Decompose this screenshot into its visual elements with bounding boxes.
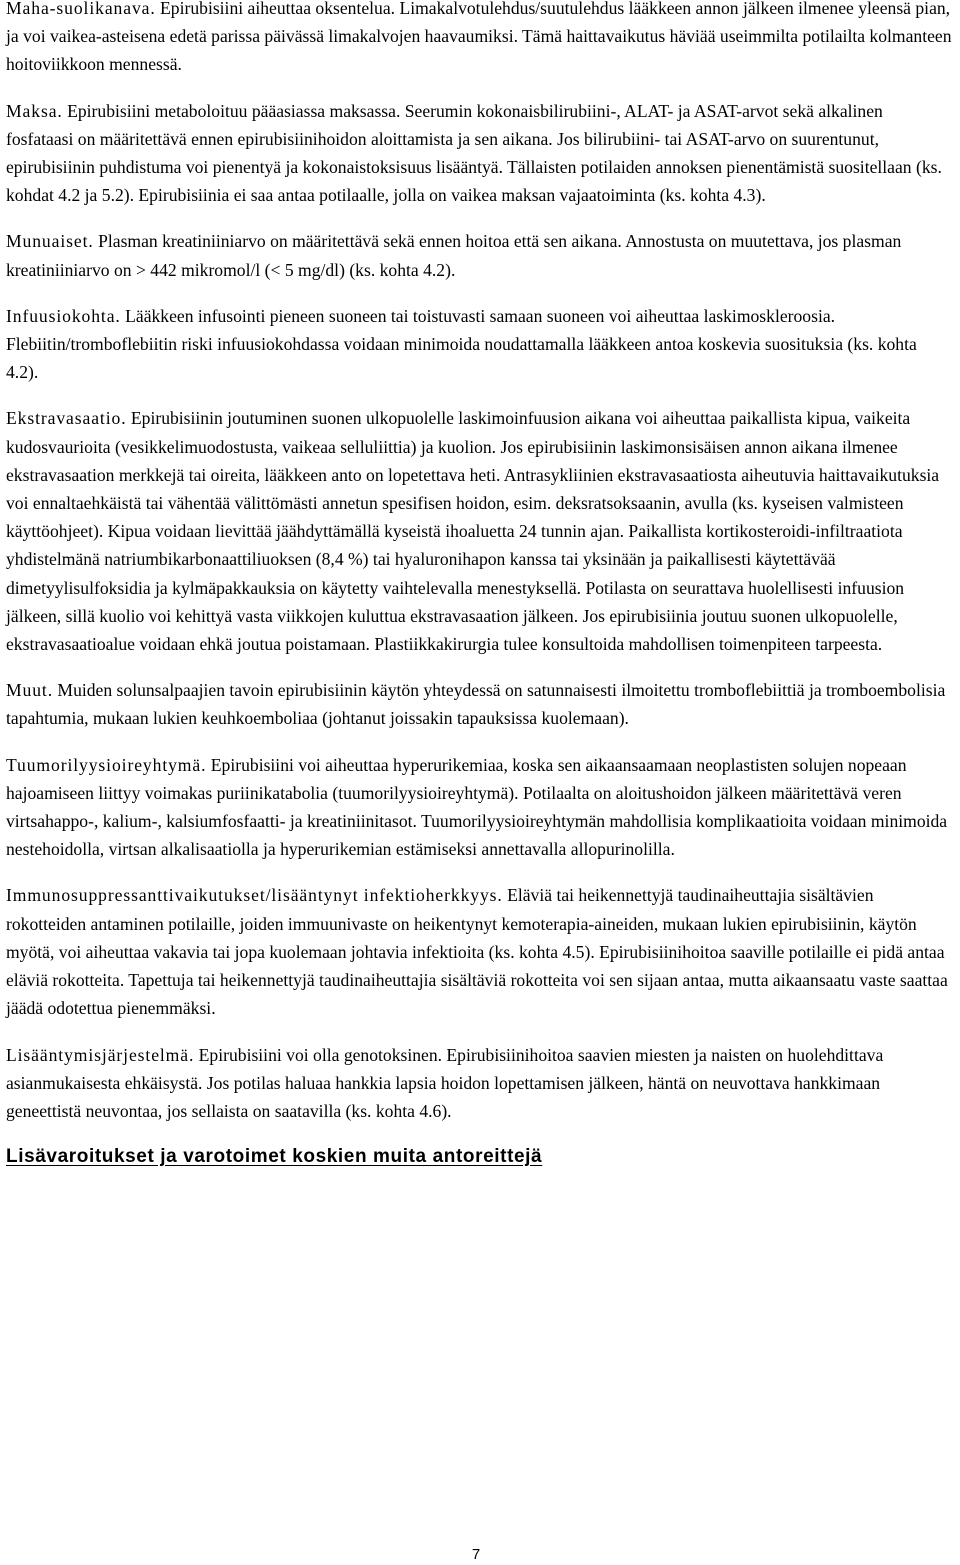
paragraph-body: Muiden solunsalpaajien tavoin epirubisiinin käytön yhteydessä on satunnaisesti ilmoitettu tromboflebiittiä ja tromboembolisia tapahtumia, mukaan lukien keuhkoemboliaa (johtanut joissakin tapauksissa kuolemaan). [6,680,946,729]
paragraph-heading: Ekstravasaatio. [6,408,127,429]
paragraph-body: Epirubisiini metaboloituu pääasiassa maksassa. Seerumin kokonaisbilirubiini-, ALAT- ja ASAT-arvot sekä alkalinen fosfataasi on määritettävä ennen epirubisiinihoidon aloittamista ja sen aikana. Jos bilirubiini- tai ASAT-arvo on suurentunut, epirubisiinin puhdistuma voi pienentyä ja kokonaistoksisuus lisääntyä. Tällaisten potilaiden annoksen pienentämistä suositellaan (ks. kohdat 4.2 ja 5.2). Epirubisiinia ei saa antaa potilaalle, jolla on vaikea maksan vajaatoiminta (ks. kohta 4.3). [6,100,942,206]
paragraph-kidneys [6,227,952,283]
paragraph-infusion-site [6,302,952,387]
paragraph-body: Epirubisiini voi aiheuttaa hyperurikemiaa, koska sen aikaansaamaan neoplastisten solujen nopeaan hajoamiseen liittyy voimakas puriinikatabolia (tuumorilyysioireyhtymä). Potilaalta on aloitushoidon jälkeen määritettävä veren virtsahappo-, kalium-, kalsiumfosfaatti- ja kreatiniinitasot. Tuumorilyysioireyhtymän mahdollisia komplikaatioita voidaan minimoida nestehoidolla, virtsan alkalisaatiolla ja hyperurikemian estämiseksi annettavalla allopurinolilla. [6,754,948,860]
paragraph-gastrointestinal [6,0,952,79]
paragraph-body: Plasman kreatiniiniarvo on määritettävä sekä ennen hoitoa että sen aikana. Annostusta on muutettava, jos plasman kreatiniiniarvo on > 442 mikromol/l (< 5 mg/dl) (ks. kohta 4.2). [6,231,902,280]
paragraph-heading: Munuaiset. [6,231,94,252]
paragraph-heading: Tuumorilyysioireyhtymä. [6,754,207,775]
paragraph-other [6,676,952,732]
paragraph-liver [6,97,952,210]
page-number: 7 [471,1546,481,1563]
paragraph-body: Epirubisiini aiheuttaa oksentelua. Limakalvotulehdus/suutulehdus lääkkeen annon jälkeen ilmenee yleensä pian, ja voi vaikea-asteisena edetä parissa päivässä limakalvojen haavaumiksi. Tämä haittavaikutus häviää useimmilta potilailta kolmanteen hoitoviikkoon mennessä. [6,0,952,75]
paragraph-heading: Immunosuppressanttivaikutukset/lisääntynyt infektioherkkyys. [6,885,503,906]
paragraph-heading: Maha-suolikanava. [6,0,156,18]
paragraph-reproductive [6,1041,952,1126]
document-page [6,0,952,1171]
paragraph-heading: Maksa. [6,100,63,121]
paragraph-heading: Muut. [6,680,54,701]
paragraph-body: Epirubisiinin joutuminen suonen ulkopuolelle laskimoinfuusion aikana voi aiheuttaa paikallista kipua, vaikeita kudosvaurioita (vesikkelimuodostusta, vaikeaa selluliittia) ja kuolion. Jos epirubisiinin laskimonsisäisen annon aikana ilmenee ekstravasaation merkkejä tai oireita, lääkkeen anto on lopetettava heti. Antrasykliinien ekstravasaatiosta aiheutuvia haittavaikutuksia voi ennaltaehkäistä tai vähentää välittömästi annetun spesifisen hoidon, esim. deksratsoksaanin, avulla (ks. kyseisen valmisteen käyttöohjeet). Kipua voidaan lievittää jäähdyttämällä kyseistä ihoaluetta 24 tunnin ajan. Paikallista kortikosteroidi-infiltraatiota yhdistelmänä natriumbikarbonaattiliuoksen (8,4 %) tai hyaluronihapon kanssa tai yksinään ja paikallisesti käytettävää dimetyylisulfoksidia ja kylmäpakkauksia on käytetty vaihtelevalla menestyksellä. Potilasta on seurattava huolellisesti infuusion jälkeen, sillä kuolio voi kehittyä vasta viikkojen kuluttua ekstravasaation jälkeen. Jos epirubisiinia joutuu suonen ulkopuolelle, ekstravasaatioalue voidaan ehkä joutua poistamaan. Plastiikkakirurgia tulee konsultoida mahdollisen toimenpiteen tarpeesta. [6,408,940,655]
paragraph-body: Epirubisiini voi olla genotoksinen. Epirubisiinihoitoa saavien miesten ja naisten on huolehdittava asianmukaisesta ehkäisystä. Jos potilas haluaa hankkia lapsia hoidon lopettamisen jälkeen, häntä on neuvottava hankkimaan geneettistä neuvontaa, jos sellaista on saatavilla (ks. kohta 4.6). [6,1044,884,1121]
paragraph-body: Lääkkeen infusointi pieneen suoneen tai toistuvasti samaan suoneen voi aiheuttaa laskimoskleroosia. Flebiitin/tromboflebiitin riski infuusiokohdassa voidaan minimoida noudattamalla lääkkeen antoa koskevia suosituksia (ks. kohta 4.2). [6,305,917,383]
paragraph-body: Eläviä tai heikennettyjä taudinaiheuttajia sisältävien rokotteiden antaminen potilaille, joiden immuunivaste on heikentynyt kemoterapia-aineiden, mukaan lukien epirubisiinin, käytön myötä, voi aiheuttaa vakavia tai jopa kuolemaan johtavia infektioita (ks. kohta 4.5). Epirubisiinihoitoa saaville potilaille ei pidä antaa eläviä rokotteita. Tapettuja tai heikennettyjä taudinaiheuttajia sisältäviä rokotteita voi sen sijaan antaa, mutta aikaansaatu vaste saattaa jäädä odotettua pienemmäksi. [6,885,948,1019]
paragraph-immunosuppression [6,881,952,1022]
section-heading: Lisävaroitukset ja varotoimet koskien muita antoreittejä [6,1146,543,1168]
paragraph-heading: Lisääntymisjärjestelmä. [6,1044,195,1065]
paragraph-tumor-lysis [6,751,952,864]
paragraph-extravasation [6,404,952,658]
paragraph-heading: Infuusiokohta. [6,305,121,326]
